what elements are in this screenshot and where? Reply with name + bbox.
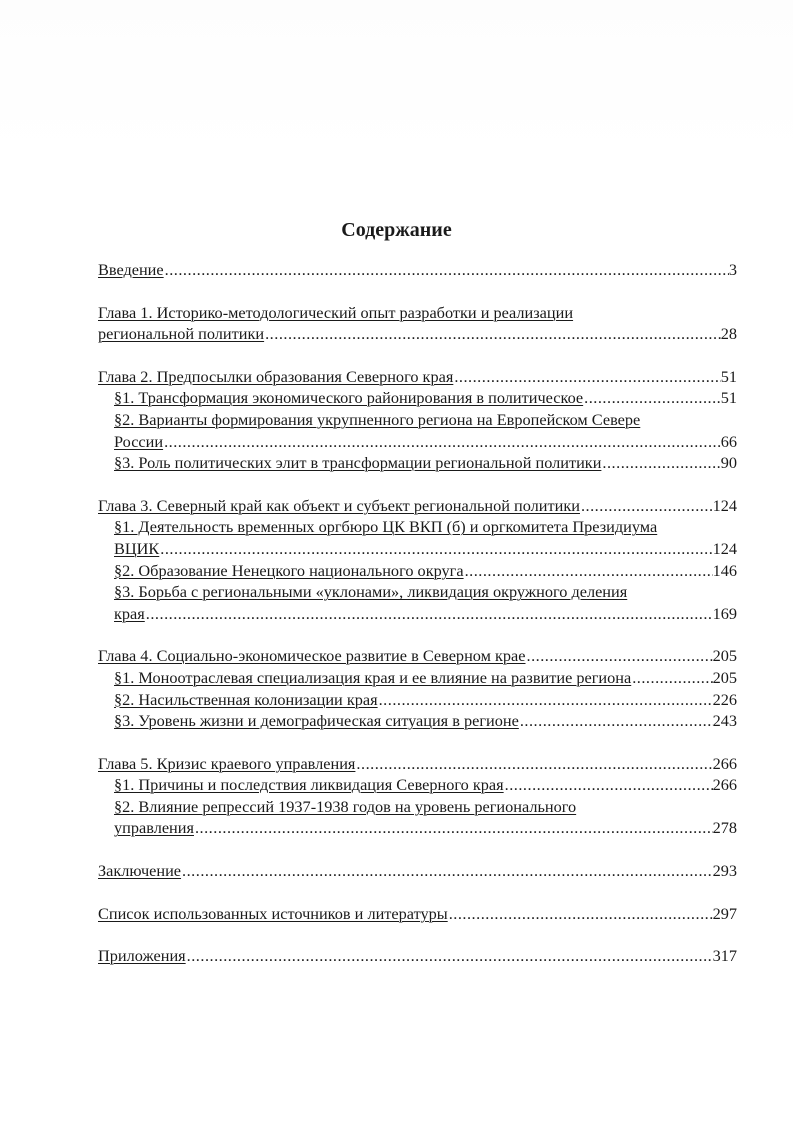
toc-section: [98, 259, 737, 281]
toc-entry-line: [114, 538, 737, 560]
dot-leader: [453, 366, 720, 388]
dot-leader: [164, 259, 729, 281]
toc-entry-title-link[interactable]: Глава 4. Социально-экономическое развитие в Северном крае: [98, 646, 526, 666]
toc-entry-title-link[interactable]: Глава 1. Историко-методологический опыт разработки и реализации: [98, 302, 574, 322]
dot-leader: [583, 387, 721, 409]
toc-entry-title-link[interactable]: §1. Деятельность временных оргбюро ЦК ВКП (б) и оргкомитета Президиума: [114, 517, 658, 537]
toc-section: [98, 860, 737, 882]
dot-leader: [159, 538, 712, 560]
toc-page-number: 266: [712, 775, 737, 795]
dot-leader: [378, 689, 713, 711]
toc-page-number: 266: [712, 753, 737, 773]
toc-entry-title-link[interactable]: §3. Борьба с региональными «уклонами», ликвидация окружного деления: [114, 582, 628, 602]
toc-entry-line: [114, 516, 737, 538]
toc-page-number: 169: [712, 603, 737, 623]
toc-entry-title-link[interactable]: региональной политики: [98, 324, 265, 344]
toc-entry-title-link[interactable]: Приложения: [98, 946, 186, 966]
toc-entry-line: [98, 495, 737, 517]
toc-entry-title-link[interactable]: Глава 5. Кризис краевого управления: [98, 753, 356, 773]
toc-entry-line: [98, 302, 737, 324]
dot-leader: [504, 774, 713, 796]
toc-entry-line: [98, 366, 737, 388]
toc-page-number: 205: [712, 646, 737, 666]
toc-entry-title-link[interactable]: Введение: [98, 260, 164, 279]
toc-entry-title-link[interactable]: Список использованных источников и литературы: [98, 903, 448, 923]
toc-page-number: 243: [712, 711, 737, 731]
toc-entry-line: [114, 581, 737, 603]
toc-page-number: 293: [712, 861, 737, 881]
dot-leader: [181, 860, 713, 882]
toc-page-number: 297: [712, 903, 737, 923]
toc-entry-title-link[interactable]: Глава 2. Предпосылки образования Северного края: [98, 366, 454, 386]
toc-entry-line: [114, 603, 737, 625]
toc-subsection-entry[interactable]: [98, 581, 737, 624]
toc-page-number: 51: [720, 366, 737, 386]
toc-section: [98, 366, 737, 474]
toc-entry-line: [114, 796, 737, 818]
toc-entry-title-link[interactable]: §1. Трансформация экономического районирования в политическое: [114, 388, 584, 408]
toc-subsection-entry[interactable]: [98, 710, 737, 732]
toc-entry-line: [98, 259, 737, 281]
toc-entry-title-link[interactable]: §3. Роль политических элит в трансформации региональной политики: [114, 453, 602, 473]
toc-entry-line: [98, 323, 737, 345]
toc-page-number: 124: [712, 495, 737, 515]
toc-page-number: 3: [728, 260, 737, 279]
toc-page-number: 205: [712, 667, 737, 687]
toc-entry-line: [114, 667, 737, 689]
toc-page-number: 124: [712, 538, 737, 558]
toc-chapter-entry[interactable]: [98, 645, 737, 667]
toc-entry-title-link[interactable]: §2. Насильственная колонизации края: [114, 689, 378, 709]
toc-section: [98, 495, 737, 625]
toc-entry-title-link[interactable]: §3. Уровень жизни и демографическая ситуация в регионе: [114, 711, 519, 731]
toc-page-number: 66: [720, 431, 737, 451]
toc-section: [98, 945, 737, 967]
toc-chapter-entry[interactable]: [98, 753, 737, 775]
toc-entry-title-link[interactable]: края: [114, 603, 145, 623]
toc-subsection-entry[interactable]: [98, 667, 737, 689]
toc-entry-title-link[interactable]: Глава 3. Северный край как объект и субъект региональной политики: [98, 495, 580, 515]
toc-subsection-entry[interactable]: [98, 689, 737, 711]
toc-subsection-entry[interactable]: [98, 452, 737, 474]
dot-leader: [145, 603, 713, 625]
toc-entry-line: [114, 431, 737, 453]
toc-subsection-entry[interactable]: [98, 560, 737, 582]
toc-page-number: 278: [712, 818, 737, 838]
toc-entry-line: [114, 774, 737, 796]
toc-page-number: 90: [720, 453, 737, 473]
toc-entry-title-link[interactable]: §1. Причины и последствия ликвидация Северного края: [114, 775, 504, 795]
toc-page-number: 51: [720, 388, 737, 408]
toc-page-number: 317: [712, 946, 737, 966]
dot-leader: [519, 710, 713, 732]
toc-entry-line: [114, 710, 737, 732]
toc-chapter-entry[interactable]: [98, 302, 737, 345]
toc-entry-line: [114, 452, 737, 474]
toc-section: [98, 903, 737, 925]
toc-chapter-entry[interactable]: [98, 366, 737, 388]
dot-leader: [264, 323, 721, 345]
dot-leader: [194, 817, 713, 839]
toc-entry-line: [114, 387, 737, 409]
toc-section: [98, 645, 737, 731]
toc-entry-title-link[interactable]: §2. Варианты формирования укрупненного региона на Европейском Севере: [114, 409, 641, 429]
dot-leader: [601, 452, 720, 474]
toc-entry-title-link[interactable]: управления: [114, 818, 194, 838]
toc-entry-line: [114, 560, 737, 582]
toc-entry-title-link[interactable]: §1. Моноотраслевая специализация края и ее влияние на развитие региона: [114, 667, 632, 687]
toc-entry-title-link[interactable]: России: [114, 431, 164, 451]
table-of-contents: [98, 259, 737, 988]
toc-entry-line: [98, 903, 737, 925]
toc-page-number: 146: [712, 560, 737, 580]
toc-entry-title-link[interactable]: §2. Влияние репрессий 1937-1938 годов на уровень регионального: [114, 796, 577, 816]
toc-entry-line: [98, 645, 737, 667]
dot-leader: [580, 495, 713, 517]
toc-page-number: 226: [712, 689, 737, 709]
toc-entry-title-link[interactable]: Заключение: [98, 861, 182, 881]
toc-section: [98, 753, 737, 839]
toc-entry-line: [114, 409, 737, 431]
toc-entry-line: [98, 945, 737, 967]
toc-chapter-entry[interactable]: [98, 903, 737, 925]
dot-leader: [186, 945, 713, 967]
scan-background: [0, 0, 793, 160]
toc-entry-line: [114, 817, 737, 839]
toc-entry-line: [114, 689, 737, 711]
toc-subsection-entry[interactable]: [98, 516, 737, 559]
toc-chapter-entry[interactable]: [98, 860, 737, 882]
toc-entry-line: [98, 753, 737, 775]
toc-chapter-entry[interactable]: [98, 259, 737, 281]
toc-subsection-entry[interactable]: [98, 409, 737, 452]
toc-chapter-entry[interactable]: [98, 945, 737, 967]
page-title: Содержание: [341, 219, 452, 241]
toc-chapter-entry[interactable]: [98, 495, 737, 517]
dot-leader: [163, 431, 721, 453]
toc-entry-line: [98, 860, 737, 882]
toc-subsection-entry[interactable]: [98, 387, 737, 409]
toc-entry-title-link[interactable]: §2. Образование Ненецкого национального округа: [114, 560, 464, 580]
dot-leader: [464, 560, 713, 582]
toc-entry-title-link[interactable]: ВЦИК: [114, 538, 160, 558]
toc-page-number: 28: [720, 324, 737, 344]
dot-leader: [631, 667, 712, 689]
toc-subsection-entry[interactable]: [98, 774, 737, 796]
dot-leader: [448, 903, 713, 925]
dot-leader: [526, 645, 713, 667]
toc-subsection-entry[interactable]: [98, 796, 737, 839]
toc-section: [98, 302, 737, 345]
dot-leader: [355, 753, 712, 775]
